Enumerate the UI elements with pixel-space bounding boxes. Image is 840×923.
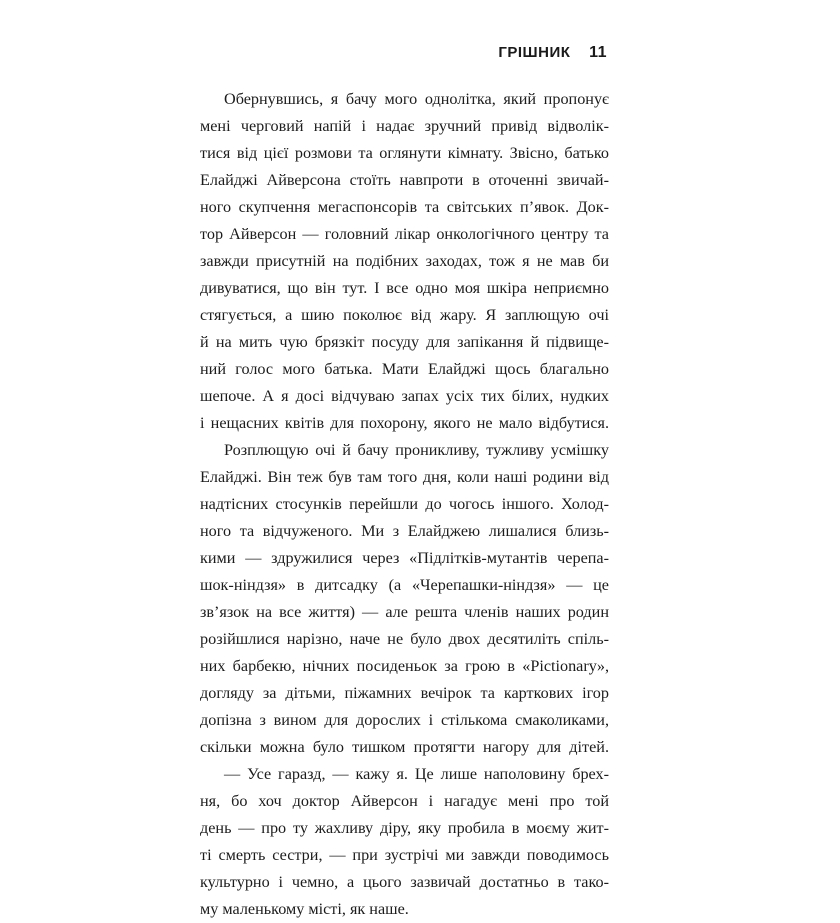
text-line: Елайджі. Він теж був там того дня, коли наші родини від	[200, 468, 609, 486]
text-line: кими — здружилися через «Підлітків-мутантів черепа-	[200, 549, 609, 567]
text-line: Елайджі Айверсона стоїть навпроти в оточенні звичай-	[200, 171, 609, 189]
text-line: зв’язок на все життя) — але решта членів наших родин	[200, 603, 609, 621]
text-line: тор Айверсон — головний лікар онкологічного центру та	[200, 225, 609, 243]
text-line: шок-ніндзя» в дитсадку (а «Черепашки-ніндзя» — це	[200, 576, 609, 594]
text-line: й на мить чую брязкіт посуду для запікання й підвище-	[200, 333, 609, 351]
text-line: мені черговий напій і надає зручний привід відволік-	[200, 117, 609, 135]
text-line: завжди присутній на подібних заходах, тож я не мав би	[200, 252, 609, 270]
text-line: і нещасних квітів для похорону, якого не мало відбутися.	[200, 414, 609, 432]
text-line: ний голос мого батька. Мати Елайджі щось благально	[200, 360, 609, 378]
page-number: 11	[589, 44, 607, 61]
text-line: стягується, а шию поколює від жару. Я заплющую очі	[200, 306, 609, 324]
text-line: культурно і чемно, а цього зазвичай достатньо в тако-	[200, 873, 609, 891]
text-line: дивуватися, що він тут. І все одно моя шкіра неприємно	[200, 279, 609, 297]
text-line: день — про ту жахливу діру, яку пробила в моєму жит-	[200, 819, 609, 837]
text-line: тися від цієї розмови та оглянути кімнату. Звісно, батько	[200, 144, 609, 162]
running-head	[498, 44, 607, 62]
text-line: них барбекю, нічних посиденьок за грою в «Pictionary»,	[200, 657, 609, 675]
text-line: — Усе гаразд, — кажу я. Це лише наполовину брех-	[224, 765, 609, 783]
text-line: ня, бо хоч доктор Айверсон і нагадує мені про той	[200, 792, 609, 810]
text-line: ті смерть сестри, — при зустрічі ми завжди поводимось	[200, 846, 609, 864]
text-line: му маленькому місті, як наше.	[200, 900, 409, 918]
text-line: ного скупчення мегаспонсорів та світських п’явок. Док-	[200, 198, 609, 216]
text-line: шепоче. А я досі відчуваю запах усіх тих білих, нудких	[200, 387, 609, 405]
text-line: розійшлися нарізно, наче не було двох десятиліть спіль-	[200, 630, 609, 648]
body-text	[200, 86, 609, 923]
text-line: допізна з вином для дорослих і стількома смаколиками,	[200, 711, 609, 729]
text-line: Обернувшись, я бачу мого однолітка, який пропонує	[224, 90, 609, 108]
text-line: надтісних стосунків перейшли до чогось іншого. Холод-	[200, 495, 609, 513]
text-line: скільки можна було тишком протягти нагору для дітей.	[200, 738, 609, 756]
book-title: ГРІШНИК	[498, 44, 571, 61]
text-line: догляду за дітьми, піжамних вечірок та карткових ігор	[200, 684, 609, 702]
text-line: ного та відчуженого. Ми з Елайджею лишалися близь-	[200, 522, 609, 540]
text-line: Розплющую очі й бачу проникливу, тужливу усмішку	[224, 441, 609, 459]
